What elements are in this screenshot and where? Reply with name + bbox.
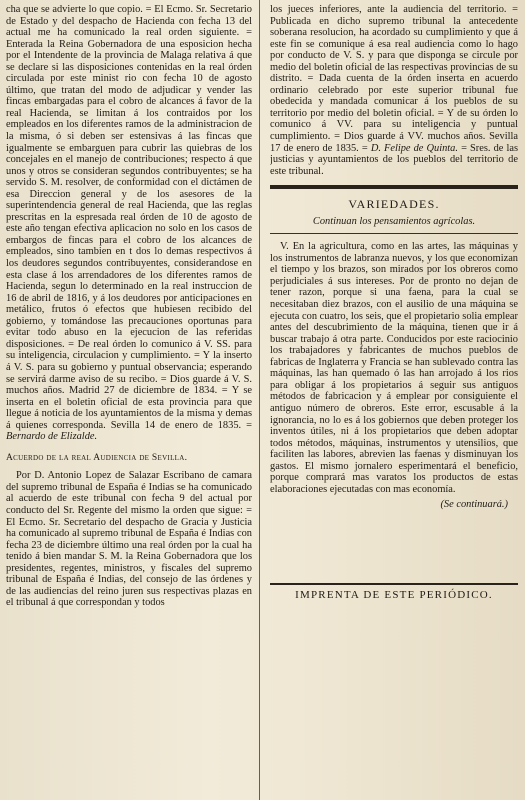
left-column <box>6 4 252 794</box>
imprint-rule <box>270 583 518 585</box>
audiencia-heading: Acuerdo de la real Audiencia de Sevilla. <box>6 452 188 463</box>
right-column <box>270 4 518 794</box>
paragraph-text: los jueces inferiores, ante la audiencia del territorio. = Publicada en dicho supremo tribunal la antecedente soberana resolucion, ha acordado su cumplimiento y que á este fin se comunique á esa real audiencia como lo hago por conducto de V. S. y para que disponga se circule por medio del boletin oficial de las respectivas provincias de su distrito. = Dada cuenta de la órden inserta en acuerdo ordinario celebrado por este superior tribunal fue obedecida y mandada comunicar á los pueblos de su territorio por medio del boletin oficial. = Y de su órden lo comunico á VV. para su inteligencia y puntual cumplimiento. = Dios guarde á VV. muchos años. Sevilla 17 de enero de 1835. = <box>270 4 518 154</box>
signature: Bernardo de Elizalde. <box>6 431 98 443</box>
continued-note: (Se continuará.) <box>440 499 508 511</box>
left-column-paragraph-1 <box>6 4 252 443</box>
section-title: VARIEDADES. <box>348 197 440 212</box>
subtitle-rule <box>270 233 518 234</box>
paragraph-text: cha que se advierte lo que copio. = El Ecmo. Sr. Secretario de Estado y del despacho de Hacienda con fecha 13 del actual me ha comunicado la real orden siguiente. = Enterada la Reina Gobernadora de una esposicion hecha por el Intendente de la provincia de Malaga relativa á que se declare si las disposiciones contenidas en la real órden circulada por este minist rio con fecha 10 de agosto último, que tratan del modo de adjudicar y vender las fincas embargadas para el cobro de alcances á favor de la real Hacienda, se limitan á los contraidos por los empleados en los diferentes ramos de la administracion de la misma, ó si deben ser estensivas á las fincas que igualmente se embarguen para cubrir las quiebras de los concejales en el manejo de contribuciones; respecto á que unos y otros se consideran segundos contribuyentes; se ha servido S. M. resolver, de conformidad con el dictámen de esa Direccion general y de los asesores de la superintendencia general de real Hacienda, que las reglas prescritas en la espresada real órden de 10 de agosto de este año tengan efectiva aplicacion no solo en los casos de embargos de fincas para el cobro de los alcances de empleados, sino tambien en t dos lo demas respectivos á los deudores segundos contribuyentes, considerandose en esta clase á los arrendadores de los diferentes ramos de Hacienda, segun lo determinado en la real instruccion de 16 de abril de 1816, y á los deudores por anticipaciones en metálico, frutos ó efectos que hubiesen recibido del gobierno, y tomándose las precauciones oportunas para evitar todo abuso en la ejecucion de las referidas disposiciones. = De real órden lo comunico á V. SS. para su inteligencia, circulacion y cumplimiento. = Y la inserto á V. S. para su gobierno y puntual observancia; esperando se servirá darme aviso de su recibo. = Dios guarde á V. S. muchos años. Madrid 27 de diciembre de 1834. = Y se inserta en el boletin oficial de esta provincia para que llegue á noticia de los ayuntamientos de la misma y demas á quienes corresponda. Sevilla 14 de enero de 1835. = <box>6 4 252 431</box>
signature: D. Felipe de Quinta. <box>370 142 458 154</box>
right-column-paragraph-1 <box>270 4 518 177</box>
left-column-paragraph-2: Por D. Antonio Lopez de Salazar Escribano de camara del supremo tribunal de España é Indias se ha comunicado al acuerdo de este tribunal con fecha 9 del actual por conducto del Sr. Regente del mismo la orden que sigue: = El Ecmo. Sr. Secretario del despacho de Gracia y Justicia ha comunicado al supremo tribunal de España é Indias con fecha 23 de diciembre último una real órden por la cual ha tenido á bien mandar S. M. la Reina Gobernadora que los presidentes, regentes, ministros, y fiscales del supremo tribunal de España é Indias, del consejo de las órdenes y de las audiencias del reino juren sus respectivas plazas en el tribunal á que correspondan y todos <box>6 470 252 609</box>
section-rule <box>270 185 518 189</box>
section-subtitle: Continuan los pensamientos agrícolas. <box>312 215 476 227</box>
imprint-line: IMPRENTA DE ESTE PERIÓDICO. <box>295 588 493 601</box>
paragraph-text-end: = Sres. de las justicias y ayuntamientos de los pueblos del territorio de este tribunal. <box>270 142 518 177</box>
right-column-paragraph-2: V. En la agricultura, como en las artes, las máquinas y los instrumentos de labranza nuevos, y los que economizan el tiempo y los brazos, son mirados por los obreros como perjudiciales á sus intereses. Por de pronto no dejan de tener razon, porque si una faena, para la cual se necesitaban diez brazos, con el ausilio de una máquina se ejecuta con cuatro, los seis, que el propietario solia emplear antes del descubrimiento de la máquina, tienen que ir á buscar trabajo á otra parte. Conducidos por este raciocinio los trabajadores y fabricantes de muchos pueblos de fabricas de Inglaterra y Francia se han sublevado contra las máquinas, las han quemado ó las han arrojado á los rios para obligar á los propietarios á seguir sus antiguos métodos de fabricacion y á emplear por consiguiente el antiguo número de obreros. Este error, escusable á la ignorancia, no lo es á los gobiernos que deben proteger los inventos útiles, ni á los propietarios que deben adoptar todos métodos, máquinas, instrumentos y utensilios, que faciliten las labores, abrevien las faenas y disminuyan los gastos. El mismo jornalero esperimentará el beneficio, porque comprará mas varatos los productos de estas elaboraciones ejecutadas con mas economía. <box>270 241 518 495</box>
column-divider <box>259 0 260 800</box>
